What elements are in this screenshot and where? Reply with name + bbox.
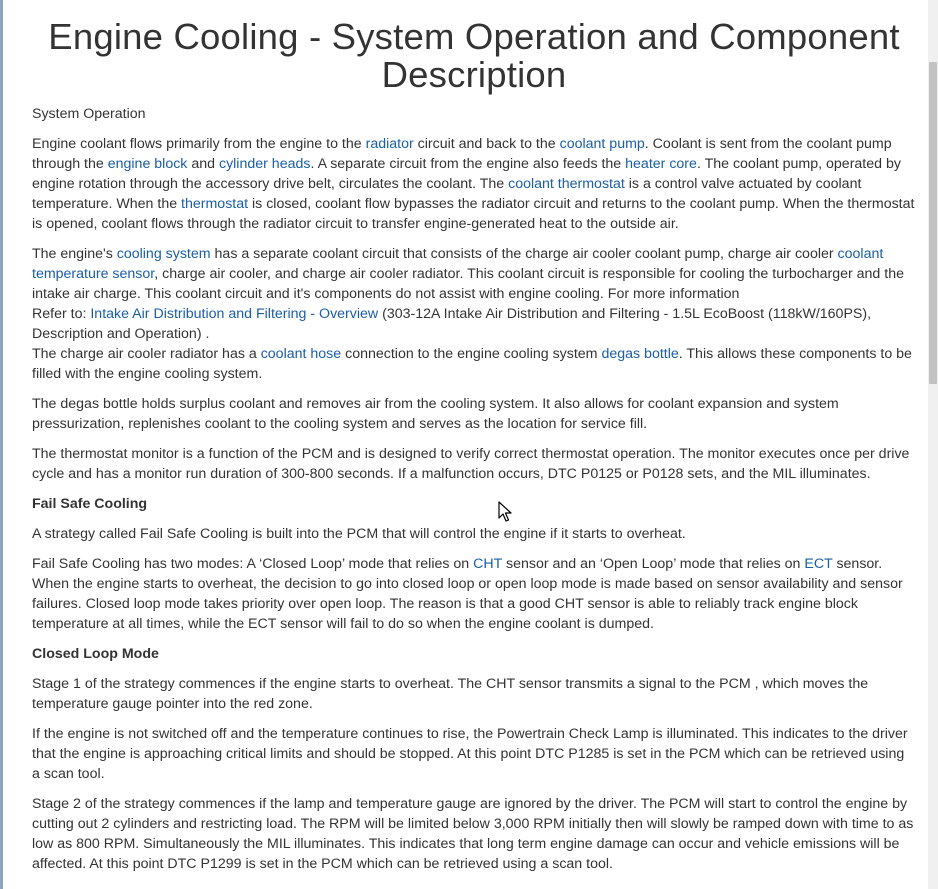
text: . The coolant pump, operated by engine rotation through the accessory drive belt, circulates the coolant. The [32, 156, 901, 192]
paragraph-charge-air-cooler [32, 244, 916, 384]
text: Fail Safe Cooling has two modes: A ‘Closed Loop’ mode that relies on [32, 556, 474, 572]
paragraph-degas-bottle: The degas bottle holds surplus coolant and removes air from the cooling system. It also allows for coolant expansion and system pressurization, replenishes coolant to the cooling system and serves as the location for service fill. [32, 396, 839, 432]
text: sensor. When the engine starts to overheat, the decision to go into closed loop or open loop mode is made based on sensor availability and sensor failures. Closed loop mode takes priority over open loop. The reason is that a good CHT sensor is able to reliably track engine block temperature at all times, while the ECT sensor will fail to do so when the engine coolant is dumped. [32, 556, 903, 632]
page-title: Engine Cooling - System Operation and Component Description [48, 16, 900, 95]
link-radiator[interactable]: radiator [365, 136, 414, 152]
text: has a separate coolant circuit that consists of the charge air cooler coolant pump, charge air cooler [210, 246, 838, 262]
paragraph-fail-safe-strategy: A strategy called Fail Safe Cooling is built into the PCM that will control the engine if it starts to overheat. [32, 526, 686, 542]
link-degas-bottle[interactable]: degas bottle [601, 346, 679, 362]
closed-loop-mode-heading: Closed Loop Mode [32, 646, 159, 662]
link-coolant-pump[interactable]: coolant pump [559, 136, 645, 152]
text: circuit and back to the [413, 136, 560, 152]
vertical-scrollbar[interactable] [928, 0, 938, 889]
text: . A separate circuit from the engine also feeds the [310, 156, 626, 172]
text: and [187, 156, 219, 172]
document-content [32, 0, 916, 889]
text: (303-12A Intake Air Distribution and Filtering - 1.5L EcoBoost (118kW/160PS), Description and Operation) . [32, 306, 872, 342]
text: Engine coolant flows primarily from the engine to the [32, 136, 366, 152]
link-coolant-thermostat[interactable]: coolant thermostat [508, 176, 625, 192]
link-heater-core[interactable]: heater core [625, 156, 697, 172]
fail-safe-cooling-heading: Fail Safe Cooling [32, 496, 148, 512]
scrollbar-thumb[interactable] [929, 62, 937, 384]
text: . Coolant is sent from the coolant pump through the [32, 136, 892, 172]
text: The engine's [32, 246, 117, 262]
link-engine-block[interactable]: engine block [107, 156, 188, 172]
link-thermostat[interactable]: thermostat [181, 196, 249, 212]
text: , charge air cooler, and charge air cooler radiator. This coolant circuit is responsible for cooling the turbocharger and the intake air charge. This coolant circuit and it's components do not assist with engine cooling. For more information [32, 266, 904, 302]
paragraph-check-lamp: If the engine is not switched off and the temperature continues to rise, the Powertrain Check Lamp is illuminated. This indicates to the driver that the engine is approaching critical limits and should be stopped. At this point DTC P1285 is set in the PCM which can be retrieved using a scan tool. [32, 726, 908, 782]
text: is closed, coolant flow bypasses the radiator circuit and returns to the coolant pump. When the thermostat is opened, coolant flows through the radiator circuit to transfer engine-generated heat to the outside air. [32, 196, 915, 232]
text: is a control valve actuated by coolant temperature. When the [32, 176, 862, 212]
link-coolant-hose[interactable]: coolant hose [260, 346, 342, 362]
paragraph-coolant-flow [32, 134, 916, 234]
paragraph-thermostat-monitor: The thermostat monitor is a function of the PCM and is designed to verify correct thermostat operation. The monitor executes once per drive cycle and has a monitor run duration of 300-800 seconds. If a malfunction occurs, DTC P0125 or P0128 sets, and the MIL illuminates. [32, 446, 910, 482]
link-cht[interactable]: CHT [473, 556, 503, 572]
link-ect[interactable]: ECT [804, 556, 833, 572]
text: . This allows these components to be filled with the engine cooling system. [32, 346, 912, 382]
text: The charge air cooler radiator has a [32, 346, 261, 362]
paragraph-stage-2: Stage 2 of the strategy commences if the lamp and temperature gauge are ignored by the driver. The PCM will start to control the engine by cutting out 2 cylinders and restricting load. The RPM will be limited below 3,000 RPM initially then will slowly be ramped down with time to as low as 800 RPM. Simultaneously the MIL illuminates. This indicates that long term engine damage can occur and vehicle emissions will be affected. At this point DTC P1299 is set in the PCM which can be retrieved using a scan tool. [32, 796, 914, 872]
window-left-edge [0, 0, 3, 889]
refer-to-label: Refer to: [32, 306, 91, 322]
text: sensor and an ‘Open Loop’ mode that relies on [502, 556, 805, 572]
link-intake-air-distribution[interactable]: Intake Air Distribution and Filtering - Overview [90, 306, 379, 322]
text: connection to the engine cooling system [341, 346, 602, 362]
link-cooling-system[interactable]: cooling system [116, 246, 211, 262]
link-cylinder-heads[interactable]: cylinder heads [218, 156, 311, 172]
link-coolant-temperature-sensor[interactable]: coolant temperature sensor [32, 246, 884, 282]
paragraph-stage-1: Stage 1 of the strategy commences if the engine starts to overheat. The CHT sensor transmits a signal to the PCM , which moves the temperature gauge pointer into the red zone. [32, 676, 869, 712]
paragraph-fail-safe-modes [32, 554, 916, 634]
system-operation-heading: System Operation [32, 106, 146, 122]
